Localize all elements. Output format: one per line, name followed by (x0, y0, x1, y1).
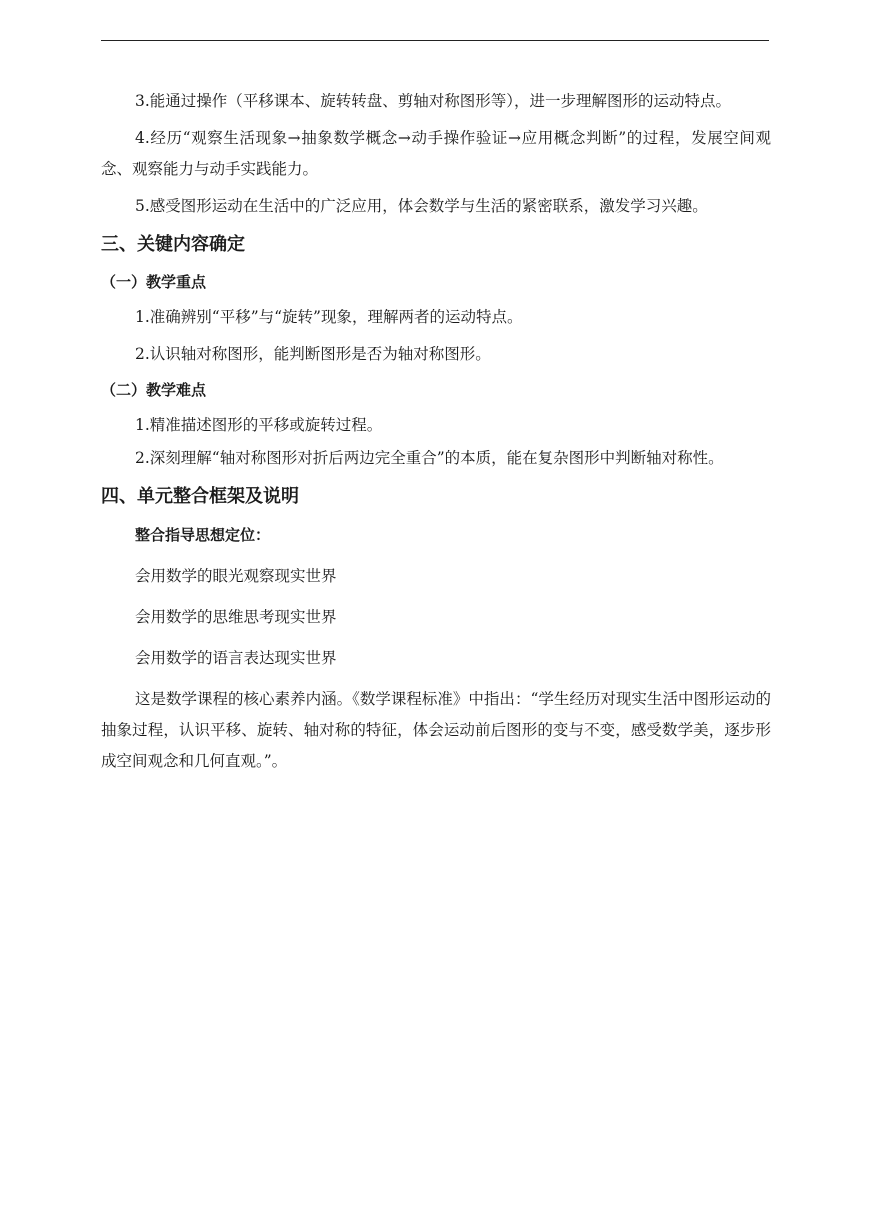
section-4-heading: 四、单元整合框架及说明 (101, 486, 299, 507)
key-points-heading: （一）教学重点 (101, 273, 207, 291)
goal-item-5: 5.感受图形运动在生活中的广泛应用，体会数学与生活的紧密联系，激发学习兴趣。 (135, 197, 708, 215)
goal-item-3: 3.能通过操作（平移课本、旋转转盘、剪轴对称图形等），进一步理解图形的运动特点。 (135, 92, 732, 110)
literacy-line-3: 会用数学的语言表达现实世界 (135, 649, 337, 667)
goal-item-4: 4.经历“观察生活现象→抽象数学概念→动手操作验证→应用概念判断”的过程，发展空间观念、观察能力与动手实践能力。 (101, 129, 771, 178)
guiding-idea-label: 整合指导思想定位： (135, 526, 271, 544)
standard-quote-paragraph: 这是数学课程的核心素养内涵。《数学课程标准》中指出：“学生经历对现实生活中图形运动的抽象过程，认识平移、旋转、轴对称的特征，体会运动前后图形的变与不变，感受数学美，逐步形成空间观念和几何直观。”。 (101, 690, 771, 770)
literacy-line-1: 会用数学的眼光观察现实世界 (135, 567, 337, 585)
difficulty-2: 2.深刻理解“轴对称图形对折后两边完全重合”的本质，能在复杂图形中判断轴对称性。 (135, 449, 724, 467)
key-point-1: 1.准确辨别“平移”与“旋转”现象，理解两者的运动特点。 (135, 308, 523, 326)
difficulty-1: 1.精准描述图形的平移或旋转过程。 (135, 416, 383, 434)
key-point-2: 2.认识轴对称图形，能判断图形是否为轴对称图形。 (135, 345, 491, 363)
literacy-line-2: 会用数学的思维思考现实世界 (135, 608, 337, 626)
document-content (101, 86, 771, 783)
difficulties-heading: （二）教学难点 (101, 381, 207, 399)
section-3-heading: 三、关键内容确定 (101, 234, 245, 255)
header-rule (101, 40, 769, 41)
